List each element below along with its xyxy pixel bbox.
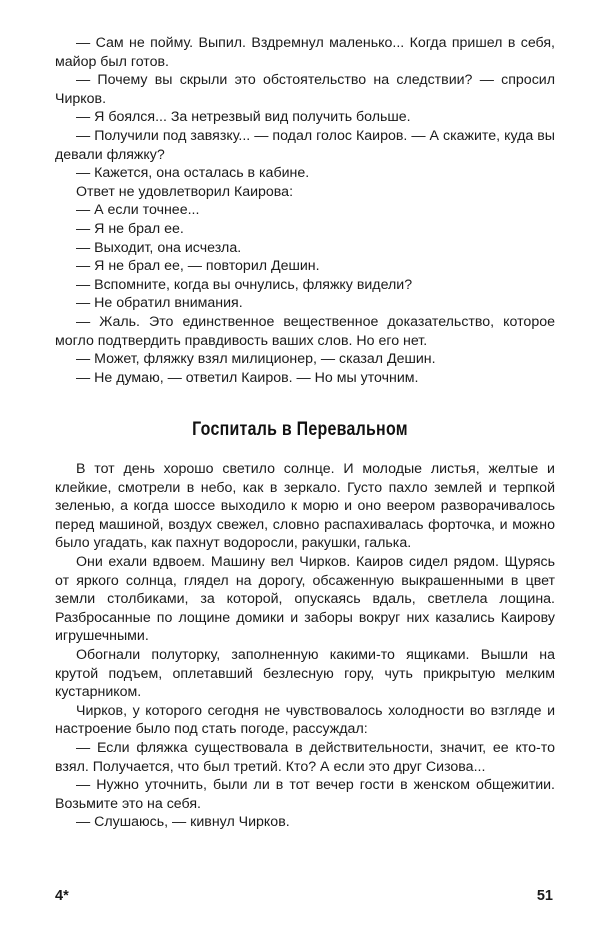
paragraph: Обогнали полуторку, заполненную какими-то ящиками. Вышли на крутой подъем, оплетавший безлесную гору, чуть прикрытую мелким кустарником. <box>55 646 555 701</box>
paragraph: — Слушаюсь, — кивнул Чирков. <box>76 814 290 831</box>
dialogue-block <box>55 34 555 387</box>
paragraph: — Может, фляжку взял милиционер, — сказал Дешин. <box>76 351 436 368</box>
signature-mark: 4* <box>55 888 69 904</box>
paragraph: — Если фляжка существовала в действительности, значит, ее кто-то взял. Получается, что был третий. Кто? А если это друг Сизова... <box>55 739 555 775</box>
paragraph: — Нужно уточнить, были ли в тот вечер гости в женском общежитии. Возьмите это на себя. <box>55 777 555 812</box>
paragraph: — Не думаю, — ответил Каиров. — Но мы уточним. <box>76 369 419 386</box>
paragraph: — А если точнее... <box>76 202 200 219</box>
paragraph: — Не обратил внимания. <box>76 295 243 312</box>
page-number: 51 <box>536 888 553 904</box>
paragraph: Ответ не удовлетворил Каирова: <box>76 183 294 200</box>
paragraph: — Я не брал ее. <box>76 220 184 237</box>
paragraph: Чирков, у которого сегодня не чувствовалось холодности во взгляде и настроение было под стать погоде, рассуждал: <box>55 702 555 738</box>
paragraph: — Сам не пойму. Выпил. Вздремнул маленько... Когда пришел в себя, майор был готов. <box>55 35 555 70</box>
paragraph: — Получили под завязку... — подал голос Каиров. — А скажите, куда вы девали фляжку? <box>55 127 555 163</box>
paragraph: В тот день хорошо светило солнце. И молодые листья, желтые и клейкие, смотрели в небо, как в зеркало. Густо пахло землей и терпкой зеленью, а когда шоссе выходило к морю и оно веером разворачивалось перед машиной, воздух свежел, словно распахивалась форточка, и можно было угадать, как пахнут водоросли, ракушки, галька. <box>55 461 555 552</box>
paragraph: — Я боялся... За нетрезвый вид получить больше. <box>76 109 411 126</box>
paragraph: — Выходит, она исчезла. <box>76 239 242 256</box>
paragraph: — Кажется, она осталась в кабине. <box>76 165 310 182</box>
paragraph: — Жаль. Это единственное вещественное доказательство, которое могло подтвердить правдивость ваших слов. Но его нет. <box>55 313 555 349</box>
paragraph: Они ехали вдвоем. Машину вел Чирков. Каиров сидел рядом. Щурясь от яркого солнца, глядел на дорогу, обсаженную выкрашенными в цвет земли столбиками, за которой, опускаясь вдаль, светлела лощина. Разбросанные по лощине домики и заборы вокруг них казались Каирову игрушечными. <box>55 553 555 645</box>
paragraph: — Почему вы скрыли это обстоятельство на следствии? — спросил Чирков. <box>55 72 555 107</box>
paragraph: — Вспомните, когда вы очнулись, фляжку видели? <box>76 276 413 293</box>
paragraph: — Я не брал ее, — повторил Дешин. <box>76 258 320 275</box>
section-title: Госпиталь в Перевальном <box>192 419 408 440</box>
narrative-block <box>55 460 555 832</box>
